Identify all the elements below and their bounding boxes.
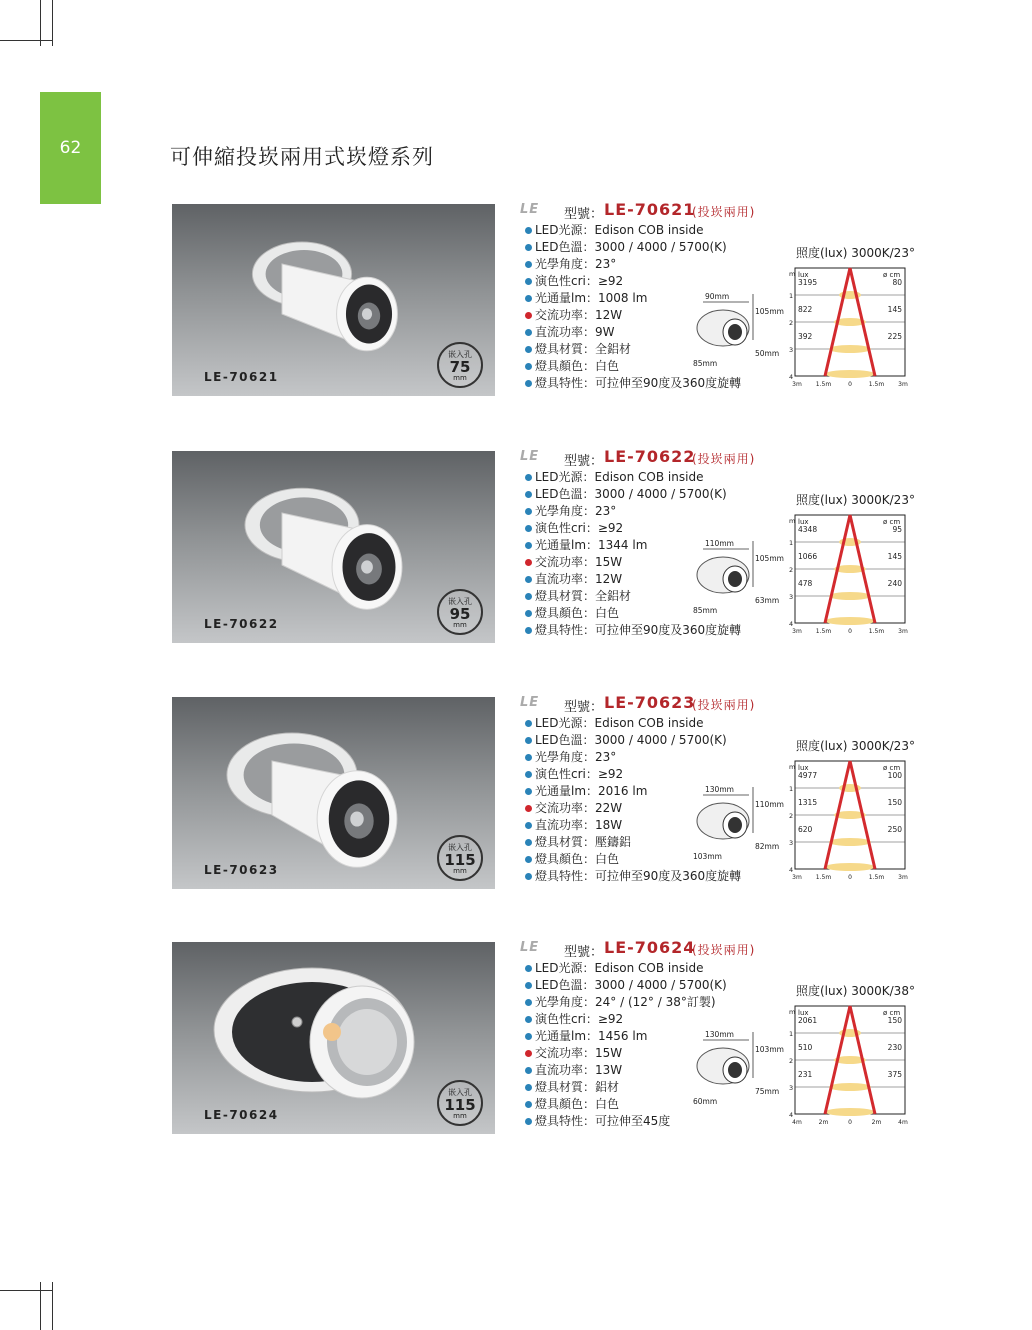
light-spot [825, 1108, 875, 1116]
diameter-value: 150 [887, 1016, 902, 1025]
distance-tick: 3 [789, 346, 794, 354]
lux-value: 510 [798, 1043, 813, 1052]
spec-text: 光學角度：23° [535, 504, 617, 518]
width-tick: 1.5m [868, 628, 885, 635]
spec-item [520, 273, 780, 290]
spec-text: 燈具顏色：白色 [535, 359, 620, 373]
spec-text: 直流功率：9W [535, 325, 615, 339]
cutout-label: 嵌入孔 [448, 597, 472, 606]
chart-title-prefix: 照度(lux) [796, 739, 852, 753]
product-block [0, 938, 1032, 1142]
lux-value: 231 [798, 1070, 813, 1079]
cutout-badge [437, 835, 483, 881]
distance-tick: 1 [789, 1030, 794, 1038]
bullet-icon [525, 610, 532, 617]
model-number: LE-70623 [604, 693, 696, 712]
lux-value: 478 [798, 579, 813, 588]
width-tick: 1.5m [815, 874, 832, 881]
model-line [520, 447, 780, 469]
light-spot [825, 370, 875, 378]
product-photo [172, 697, 495, 889]
bullet-icon [525, 720, 532, 727]
dim-height: 103mm [755, 1045, 784, 1054]
spec-text: LED光源：Edison COB inside [535, 961, 704, 975]
spec-item [520, 715, 780, 732]
width-tick: 1.5m [815, 381, 832, 388]
spec-text: 燈具材質：全鋁材 [535, 342, 632, 356]
lux-value: 2061 [798, 1016, 818, 1025]
width-tick: 0 [848, 381, 852, 388]
lux-header: lux [798, 1009, 809, 1017]
spec-item [520, 1113, 780, 1130]
spec-text: 演色性cri：≥92 [535, 1012, 624, 1026]
spec-text: 光通量lm：2016 lm [535, 784, 648, 798]
bullet-icon [525, 474, 532, 481]
photo-model-label: LE-70622 [204, 617, 279, 631]
cutout-label: 嵌入孔 [448, 350, 472, 359]
dim-base: 60mm [693, 1097, 718, 1106]
spec-item [520, 469, 780, 486]
spec-text: 光通量lm：1008 lm [535, 291, 648, 305]
dimension-drawing [685, 783, 790, 863]
dim-base: 85mm [693, 606, 718, 615]
bullet-icon [525, 627, 532, 634]
diameter-value: 225 [887, 332, 902, 341]
model-number: LE-70622 [604, 447, 696, 466]
bullet-icon [525, 1050, 532, 1057]
cutout-label: 嵌入孔 [448, 1088, 472, 1097]
width-tick: 3m [898, 381, 908, 388]
spec-item [520, 222, 780, 239]
spec-text: 直流功率：13W [535, 1063, 623, 1077]
spec-text: LED色溫：3000 / 4000 / 5700(K) [535, 487, 727, 501]
bullet-icon [525, 363, 532, 370]
chart-title-value: 3000K/23° [851, 739, 915, 753]
dim-height: 105mm [755, 307, 784, 316]
dim-height: 105mm [755, 554, 784, 563]
dim-depth: 63mm [755, 596, 780, 605]
lux-value: 3195 [798, 278, 818, 287]
width-tick: 3m [898, 628, 908, 635]
cutout-value: 95 [449, 605, 471, 623]
bullet-icon [525, 999, 532, 1006]
diameter-value: 240 [887, 579, 902, 588]
bullet-icon [525, 508, 532, 515]
spec-item [520, 256, 780, 273]
model-line [520, 938, 780, 960]
light-spot [829, 592, 871, 600]
width-tick: 2m [818, 1119, 829, 1126]
model-number: LE-70624 [604, 938, 696, 957]
bullet-icon [525, 346, 532, 353]
cutout-unit: mm [453, 867, 467, 875]
bullet-icon [525, 965, 532, 972]
photo-model-label: LE-70621 [204, 370, 279, 384]
spec-item [520, 977, 780, 994]
spec-text: 直流功率：18W [535, 818, 623, 832]
cutout-badge [437, 342, 483, 388]
model-usage: (投崁兩用) [692, 698, 756, 712]
width-tick: 0 [848, 874, 852, 881]
distance-tick: 1 [789, 539, 794, 547]
model-usage: (投崁兩用) [692, 452, 756, 466]
spec-item [520, 732, 780, 749]
distance-tick: 4 [789, 866, 794, 874]
spec-text: 燈具特性：可拉伸至90度及360度旋轉 [535, 869, 742, 883]
bullet-icon [525, 788, 532, 795]
page-number-tab [40, 92, 101, 204]
lux-value: 1066 [798, 552, 818, 561]
model-number: LE-70621 [604, 200, 696, 219]
spec-item [520, 749, 780, 766]
spec-text: 交流功率：22W [535, 801, 623, 815]
crop-mark-bottom-v2 [52, 1282, 53, 1330]
bullet-icon [525, 244, 532, 251]
spec-item [520, 622, 780, 639]
product-photo [172, 451, 495, 643]
product-block [0, 447, 1032, 651]
diameter-value: 375 [887, 1070, 902, 1079]
illuminance-chart [787, 264, 912, 392]
width-tick: 3m [792, 874, 802, 881]
bullet-icon [525, 491, 532, 498]
model-prefix: 型號： [564, 945, 604, 960]
distance-tick: 4 [789, 373, 794, 381]
bullet-icon [525, 295, 532, 302]
spec-item [520, 375, 780, 392]
bullet-icon [525, 822, 532, 829]
bullet-icon [525, 839, 532, 846]
lux-header: lux [798, 764, 809, 772]
cutout-unit: mm [453, 621, 467, 629]
distance-tick: 3 [789, 593, 794, 601]
dimension-drawing [685, 1028, 790, 1108]
crop-mark-bottom-h [0, 1290, 52, 1291]
spec-item [520, 994, 780, 1011]
bullet-icon [525, 559, 532, 566]
distance-tick: 4 [789, 1111, 794, 1119]
photo-model-label: LE-70624 [204, 1108, 279, 1122]
spec-item [520, 486, 780, 503]
model-line [520, 200, 780, 222]
diameter-value: 145 [887, 305, 902, 314]
dimension-drawing [685, 290, 790, 370]
lux-value: 4348 [798, 525, 818, 534]
chart-title-prefix: 照度(lux) [796, 246, 852, 260]
bullet-icon [525, 227, 532, 234]
brand-logo: LE [520, 940, 540, 955]
diameter-header: ø cm [883, 271, 901, 279]
spec-item [520, 766, 780, 783]
dim-depth: 75mm [755, 1087, 780, 1096]
cutout-value: 115 [444, 851, 476, 869]
cutout-value: 115 [444, 1096, 476, 1114]
model-usage: (投崁兩用) [692, 943, 756, 957]
dimension-drawing [685, 537, 790, 617]
distance-tick: 2 [789, 566, 794, 574]
width-tick: 3m [898, 874, 908, 881]
brand-logo: LE [520, 695, 540, 710]
light-spot [825, 863, 875, 871]
spec-text: 燈具特性：可拉伸至45度 [535, 1114, 671, 1128]
distance-tick: 3 [789, 1084, 794, 1092]
chart-title-value: 3000K/38° [851, 984, 915, 998]
width-tick: 3m [792, 628, 802, 635]
product-block [0, 693, 1032, 897]
light-spot [829, 345, 871, 353]
distance-tick: 2 [789, 812, 794, 820]
spec-text: 直流功率：12W [535, 572, 623, 586]
dim-base: 85mm [693, 359, 718, 368]
cutout-label: 嵌入孔 [448, 843, 472, 852]
diameter-value: 95 [892, 525, 902, 534]
distance-tick: m [789, 1008, 796, 1016]
dim-height: 110mm [755, 800, 784, 809]
model-line [520, 693, 780, 715]
spec-item [520, 960, 780, 977]
bullet-icon [525, 805, 532, 812]
bullet-icon [525, 873, 532, 880]
cutout-value: 75 [449, 358, 471, 376]
illuminance-chart [787, 511, 912, 639]
spec-text: LED色溫：3000 / 4000 / 5700(K) [535, 978, 727, 992]
spec-text: 燈具顏色：白色 [535, 606, 620, 620]
diameter-value: 145 [887, 552, 902, 561]
bullet-icon [525, 856, 532, 863]
bullet-icon [525, 982, 532, 989]
brand-logo: LE [520, 202, 540, 217]
width-tick: 0 [848, 628, 852, 635]
spec-text: 演色性cri：≥92 [535, 767, 624, 781]
width-tick: 1.5m [868, 874, 885, 881]
width-tick: 0 [848, 1119, 852, 1126]
bullet-icon [525, 1084, 532, 1091]
diameter-header: ø cm [883, 764, 901, 772]
spec-item [520, 503, 780, 520]
spec-text: 演色性cri：≥92 [535, 521, 624, 535]
illuminance-chart [787, 1002, 912, 1130]
spec-text: 燈具顏色：白色 [535, 852, 620, 866]
bullet-icon [525, 771, 532, 778]
chart-title-prefix: 照度(lux) [796, 984, 852, 998]
product-block [0, 200, 1032, 404]
diameter-value: 80 [892, 278, 902, 287]
dim-base: 103mm [693, 852, 722, 861]
bullet-icon [525, 312, 532, 319]
bullet-icon [525, 1101, 532, 1108]
distance-tick: 4 [789, 620, 794, 628]
lux-value: 822 [798, 305, 813, 314]
spec-text: 燈具顏色：白色 [535, 1097, 620, 1111]
product-photo [172, 942, 495, 1134]
crop-mark-top-v2 [52, 0, 53, 46]
bullet-icon [525, 1033, 532, 1040]
spec-text: 光學角度：23° [535, 257, 617, 271]
light-spot [829, 838, 871, 846]
bullet-icon [525, 1118, 532, 1125]
chart-title-value: 3000K/23° [851, 493, 915, 507]
bullet-icon [525, 754, 532, 761]
bullet-icon [525, 542, 532, 549]
model-prefix: 型號： [564, 700, 604, 715]
lux-header: lux [798, 518, 809, 526]
width-tick: 1.5m [815, 628, 832, 635]
spec-text: 演色性cri：≥92 [535, 274, 624, 288]
illuminance-chart [787, 757, 912, 885]
chart-title-prefix: 照度(lux) [796, 493, 852, 507]
width-tick: 2m [871, 1119, 882, 1126]
spec-item [520, 868, 780, 885]
bullet-icon [525, 1016, 532, 1023]
distance-tick: 2 [789, 1057, 794, 1065]
diameter-value: 250 [887, 825, 902, 834]
bullet-icon [525, 261, 532, 268]
bullet-icon [525, 525, 532, 532]
dim-width: 130mm [705, 785, 734, 794]
spec-text: 交流功率：12W [535, 308, 623, 322]
spec-item [520, 1011, 780, 1028]
lux-value: 4977 [798, 771, 818, 780]
distance-tick: 2 [789, 319, 794, 327]
distance-tick: m [789, 517, 796, 525]
model-usage: (投崁兩用) [692, 205, 756, 219]
spec-text: LED光源：Edison COB inside [535, 223, 704, 237]
lux-value: 620 [798, 825, 813, 834]
distance-tick: 3 [789, 839, 794, 847]
spec-text: 燈具材質：鋁材 [535, 1080, 620, 1094]
bullet-icon [525, 1067, 532, 1074]
page-number: 62 [59, 138, 82, 158]
dim-width: 130mm [705, 1030, 734, 1039]
spec-text: LED色溫：3000 / 4000 / 5700(K) [535, 733, 727, 747]
spec-text: LED光源：Edison COB inside [535, 716, 704, 730]
diameter-value: 100 [887, 771, 902, 780]
width-tick: 4m [898, 1119, 908, 1126]
cutout-unit: mm [453, 1112, 467, 1120]
lux-value: 392 [798, 332, 813, 341]
width-tick: 3m [792, 381, 802, 388]
width-tick: 4m [792, 1119, 802, 1126]
bullet-icon [525, 329, 532, 336]
spec-text: 光通量lm：1456 lm [535, 1029, 648, 1043]
distance-tick: 1 [789, 785, 794, 793]
spec-text: 燈具材質：壓鑄鋁 [535, 835, 632, 849]
light-spot [825, 617, 875, 625]
cutout-badge [437, 1080, 483, 1126]
chart-title [796, 737, 915, 754]
spec-text: 光通量lm：1344 lm [535, 538, 648, 552]
spec-text: 光學角度：24° / (12° / 38°訂製) [535, 995, 716, 1009]
product-photo [172, 204, 495, 396]
bullet-icon [525, 278, 532, 285]
diameter-value: 230 [887, 1043, 902, 1052]
dim-width: 90mm [705, 292, 730, 301]
brand-logo: LE [520, 449, 540, 464]
dim-depth: 82mm [755, 842, 780, 851]
model-prefix: 型號： [564, 454, 604, 469]
diameter-value: 150 [887, 798, 902, 807]
bullet-icon [525, 593, 532, 600]
photo-model-label: LE-70623 [204, 863, 279, 877]
spec-text: 燈具材質：全鋁材 [535, 589, 632, 603]
distance-tick: m [789, 270, 796, 278]
spec-text: 燈具特性：可拉伸至90度及360度旋轉 [535, 376, 742, 390]
chart-title [796, 244, 915, 261]
lux-value: 1315 [798, 798, 818, 807]
cutout-unit: mm [453, 374, 467, 382]
model-prefix: 型號： [564, 207, 604, 222]
diameter-header: ø cm [883, 1009, 901, 1017]
light-spot [829, 1083, 871, 1091]
bullet-icon [525, 380, 532, 387]
spec-text: LED色溫：3000 / 4000 / 5700(K) [535, 240, 727, 254]
page-title: 可伸縮投崁兩用式崁燈系列 [170, 145, 434, 169]
cutout-badge [437, 589, 483, 635]
distance-tick: 1 [789, 292, 794, 300]
chart-title [796, 982, 915, 999]
lux-header: lux [798, 271, 809, 279]
chart-title [796, 491, 915, 508]
distance-tick: m [789, 763, 796, 771]
chart-title-value: 3000K/23° [851, 246, 915, 260]
spec-text: 交流功率：15W [535, 1046, 623, 1060]
spec-item [520, 520, 780, 537]
width-tick: 1.5m [868, 381, 885, 388]
diameter-header: ø cm [883, 518, 901, 526]
dim-width: 110mm [705, 539, 734, 548]
spec-text: 交流功率：15W [535, 555, 623, 569]
spec-item [520, 239, 780, 256]
spec-text: 燈具特性：可拉伸至90度及360度旋轉 [535, 623, 742, 637]
spec-text: 光學角度：23° [535, 750, 617, 764]
spec-text: LED光源：Edison COB inside [535, 470, 704, 484]
bullet-icon [525, 737, 532, 744]
dim-depth: 50mm [755, 349, 780, 358]
crop-mark-top-h [0, 40, 52, 41]
bullet-icon [525, 576, 532, 583]
